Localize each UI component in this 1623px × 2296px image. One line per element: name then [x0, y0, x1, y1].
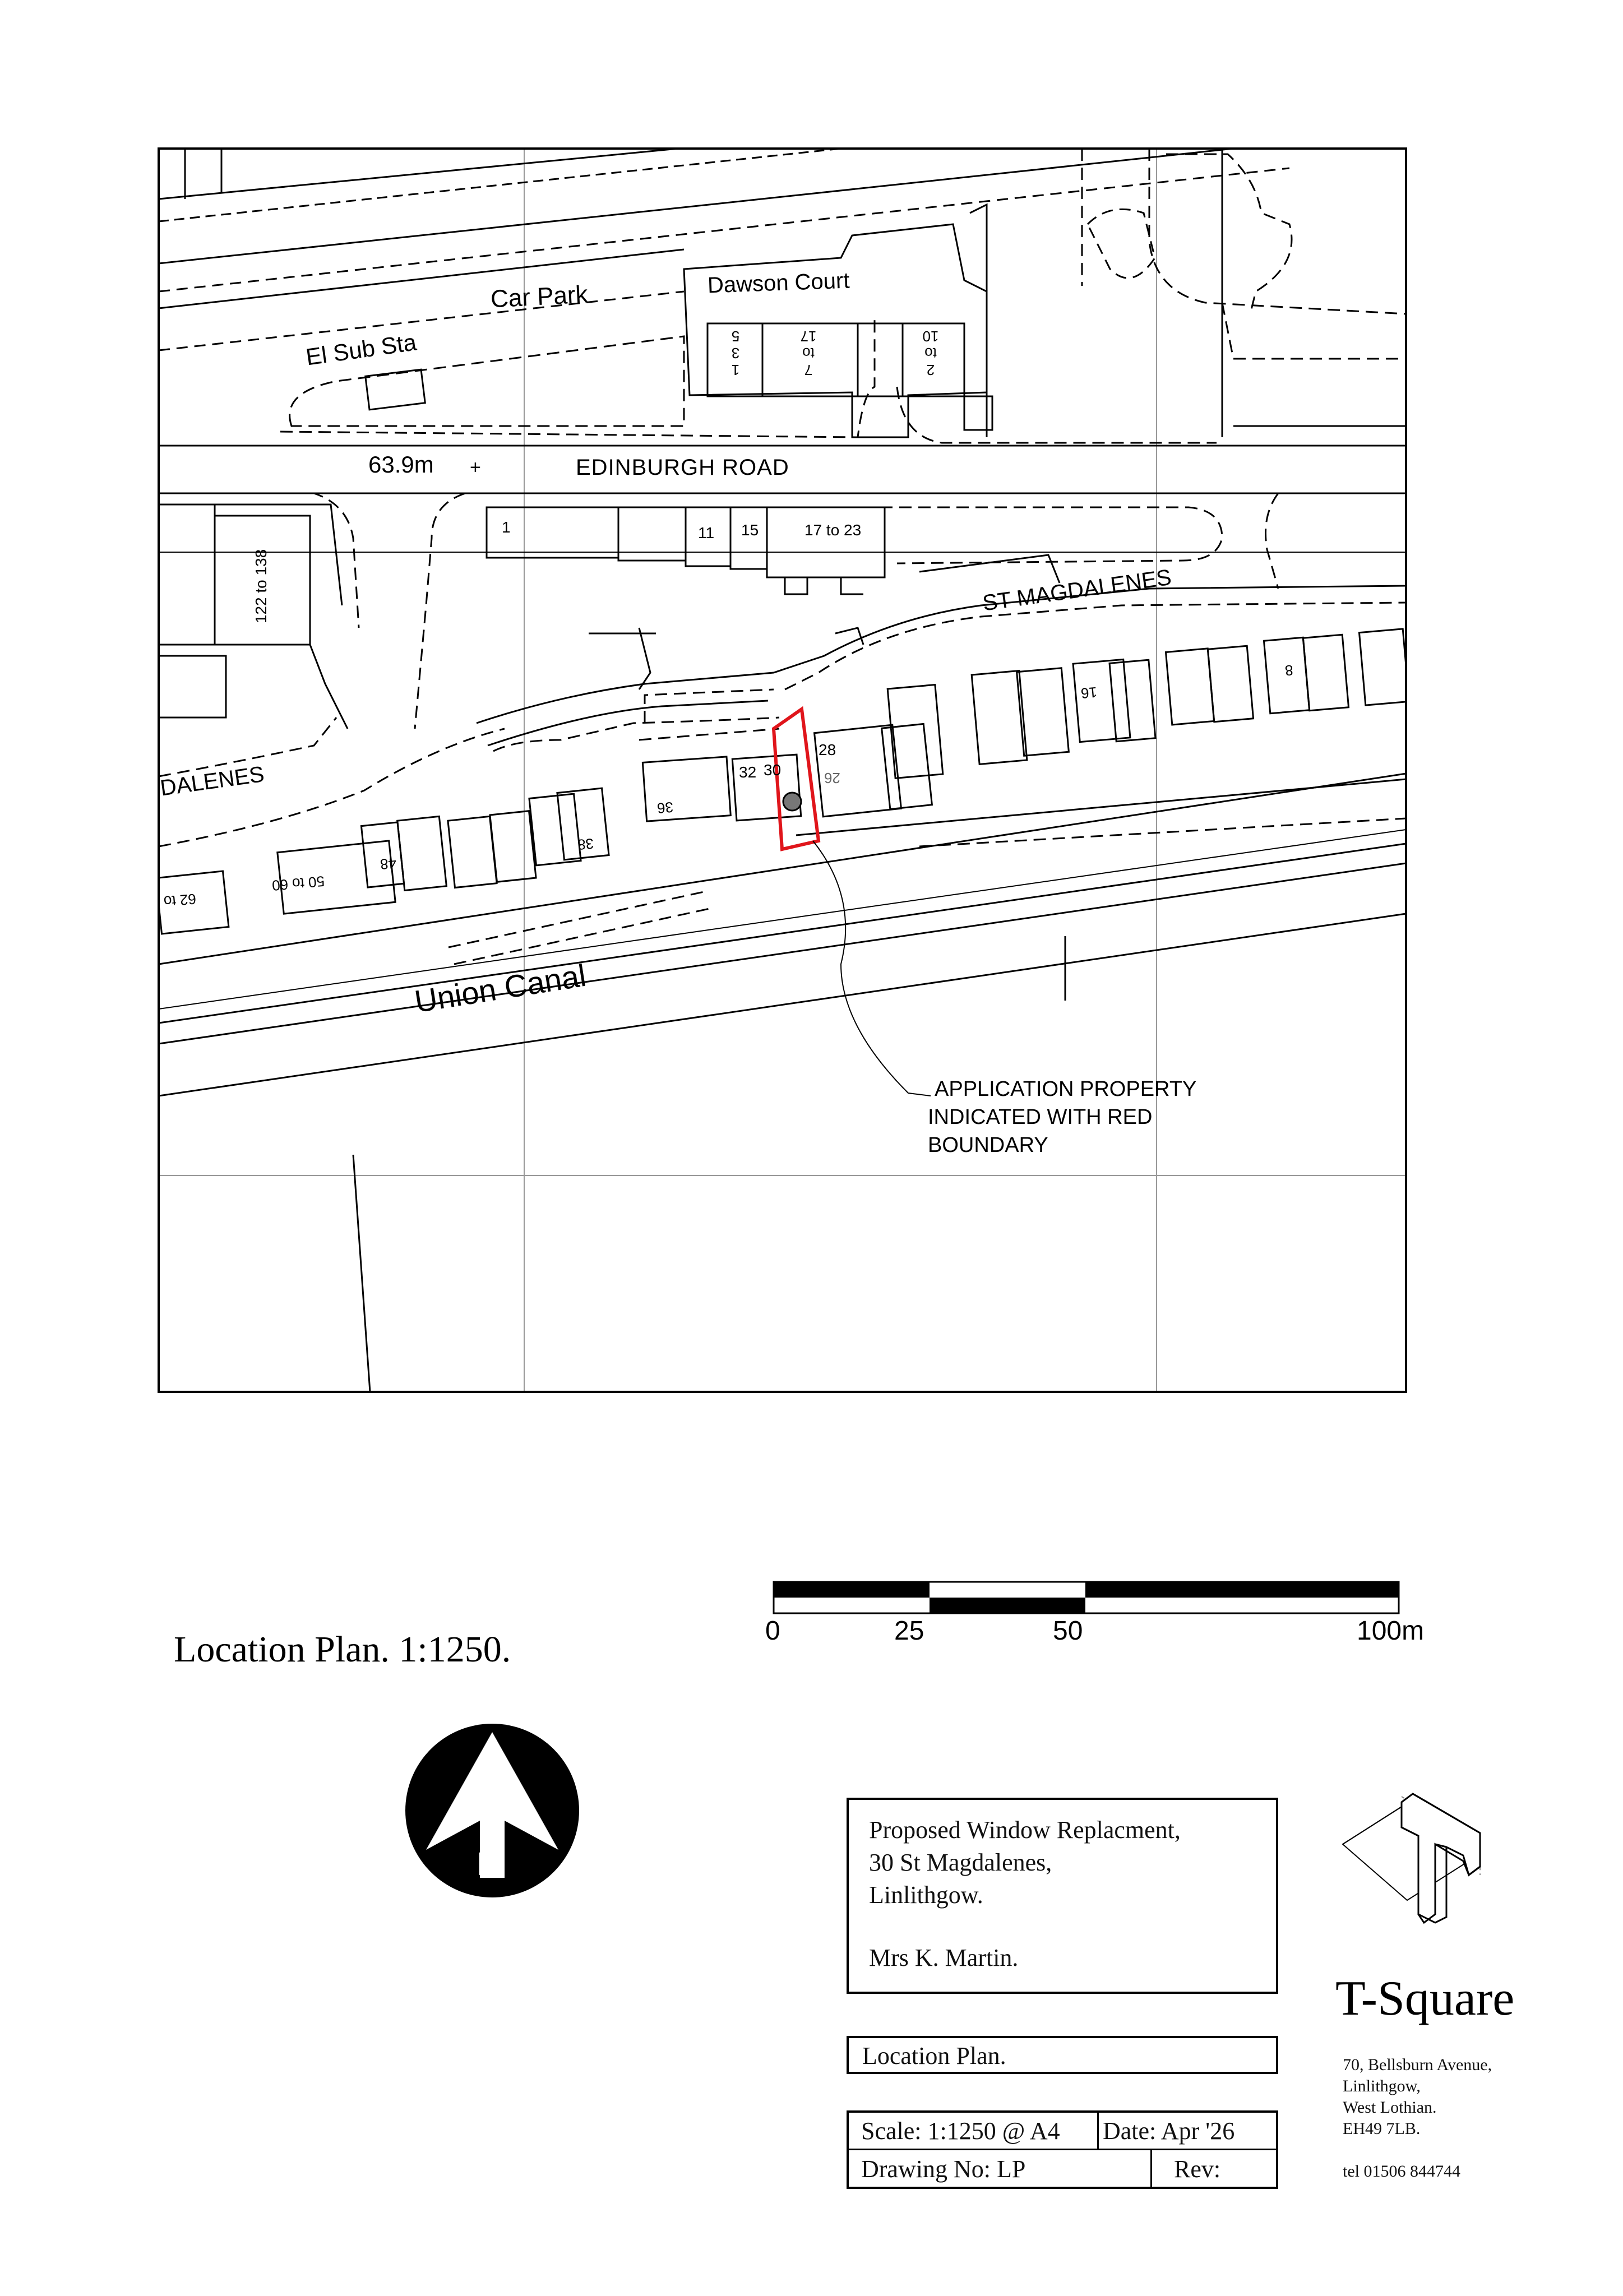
callout-line-3: BOUNDARY — [928, 1133, 1048, 1157]
scale-tick-25: 25 — [894, 1616, 924, 1646]
label-el-sub-sta: El Sub Sta — [304, 328, 418, 371]
label-house-48: 48 — [379, 854, 397, 873]
spot-height-marker: + — [470, 457, 481, 478]
client-name: Mrs K. Martin. — [869, 1944, 1019, 1971]
label-edinburgh-road: EDINBURGH ROAD — [576, 455, 789, 480]
drawing-title-box — [847, 2036, 1278, 2074]
project-info-box — [847, 1798, 1278, 1994]
label-house-50-to-60: 50 to 60 — [271, 872, 326, 895]
union-canal-south-bank — [159, 863, 1406, 1044]
label-house-11: 11 — [698, 524, 715, 541]
label-st-magdalenes: ST MAGDALENES — [981, 564, 1173, 616]
label-dawson-court: Dawson Court — [707, 268, 850, 298]
label-house-16: 16 — [1080, 683, 1098, 702]
st-magdalenes-north-edge — [477, 586, 1406, 723]
north-arrow-label: N — [477, 1846, 500, 1882]
label-dawson-7-to-17: 7 to 17 — [800, 328, 817, 378]
callout-line-1: APPLICATION PROPERTY — [935, 1077, 1197, 1101]
plan-title: Location Plan. 1:1250. — [174, 1629, 511, 1670]
label-house-1: 1 — [502, 519, 511, 536]
label-house-15: 15 — [741, 521, 759, 539]
company-name: T-Square — [1335, 1971, 1515, 2026]
scale-tick-50: 50 — [1053, 1616, 1083, 1646]
label-house-62: 62 to — [163, 890, 197, 910]
label-union-canal: Union Canal — [412, 957, 589, 1020]
application-property-marker — [783, 793, 801, 811]
callout-leader-line — [813, 841, 931, 1096]
revision: Rev: — [1174, 2155, 1221, 2183]
map-grid — [159, 149, 1406, 1392]
label-spot-height: 63.9m — [368, 451, 434, 478]
scale-segment-2 — [930, 1598, 1085, 1613]
drawing-title: Location Plan. — [862, 2042, 1006, 2070]
label-house-28: 28 — [819, 741, 836, 758]
scale-segment-1 — [774, 1582, 930, 1598]
canal-bank-dashed — [919, 818, 1406, 846]
label-house-32: 32 — [739, 763, 757, 781]
address-line-2: Linlithgow, — [1343, 2077, 1421, 2095]
label-house-26: 26 — [824, 770, 840, 786]
terrace-1-to-23 — [487, 507, 885, 594]
label-house-38: 38 — [576, 835, 595, 854]
project-line-3: Linlithgow. — [869, 1881, 983, 1909]
address-line-4: EH49 7LB. — [1343, 2119, 1421, 2138]
project-line-1: Proposed Window Replacment, — [869, 1816, 1181, 1844]
t-square-logo-icon — [1343, 1794, 1480, 1923]
scale-segment-3 — [1085, 1582, 1399, 1598]
label-dawson-2-to-10: 2 to 10 — [922, 328, 939, 378]
address-line-1: 70, Bellsburn Avenue, — [1343, 2056, 1492, 2074]
application-property-callout — [928, 1075, 1196, 1159]
company-address — [1343, 2054, 1492, 2182]
address-line-3: West Lothian. — [1343, 2098, 1437, 2117]
label-house-122-to-138: 122 to 138 — [252, 549, 270, 624]
label-house-17-to-23: 17 to 23 — [804, 521, 862, 539]
label-house-30: 30 — [764, 761, 782, 779]
date-text: Date: Apr '26 — [1103, 2117, 1235, 2145]
el-sub-sta-building — [366, 369, 426, 410]
union-canal-north-bank — [159, 844, 1406, 1023]
scale-tick-0: 0 — [765, 1616, 780, 1646]
drawing-number: Drawing No: LP — [861, 2155, 1026, 2183]
label-dawson-1-to-5: 1 3 5 — [731, 328, 740, 378]
map-frame — [159, 149, 1406, 1392]
houses-north-east — [887, 629, 1409, 779]
callout-line-2: INDICATED WITH RED — [928, 1105, 1153, 1129]
scale-bar — [774, 1582, 1399, 1613]
drawing-details-box — [847, 2110, 1278, 2189]
label-house-36: 36 — [656, 798, 674, 817]
company-telephone: tel 01506 844744 — [1343, 2162, 1460, 2181]
project-line-2: 30 St Magdalenes, — [869, 1849, 1052, 1876]
scale-tick-100m: 100m — [1357, 1616, 1425, 1646]
label-magdalenes-partial: DALENES — [159, 762, 266, 801]
label-house-8: 8 — [1284, 661, 1294, 679]
label-car-park: Car Park — [489, 280, 589, 313]
railway-lines — [159, 149, 1289, 350]
scale-text: Scale: 1:1250 @ A4 — [861, 2117, 1060, 2145]
